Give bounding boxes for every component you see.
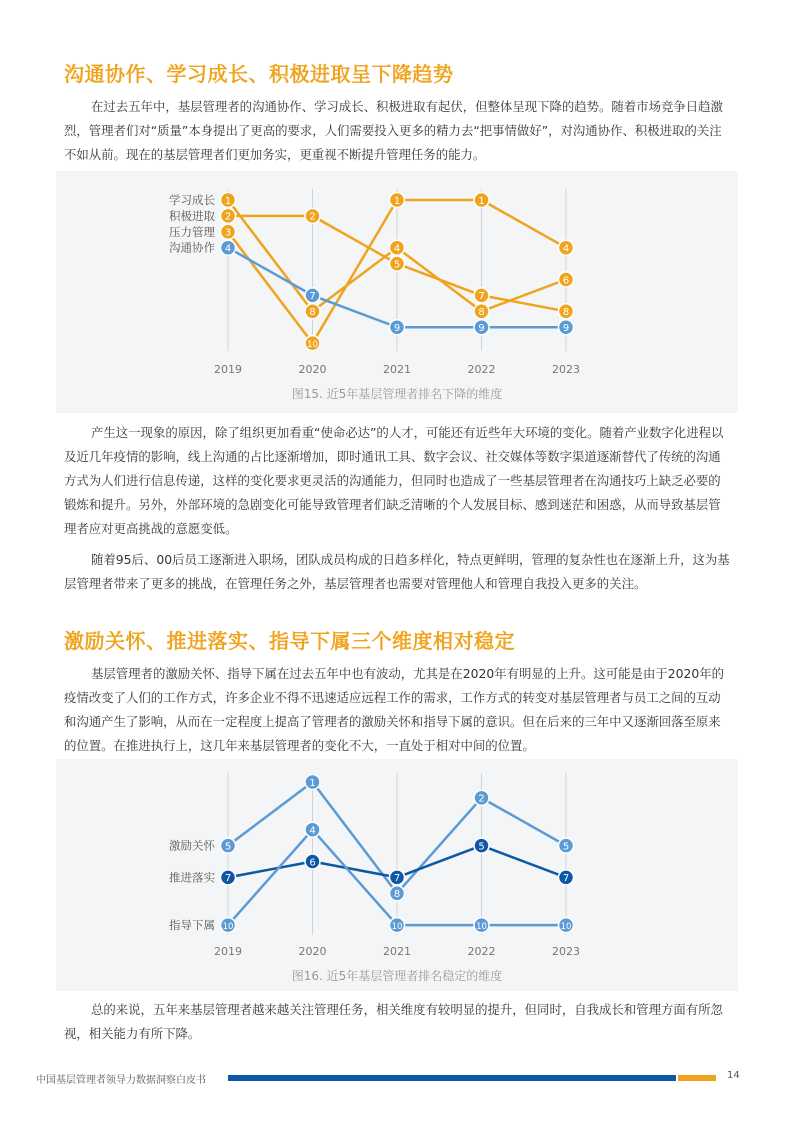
series-0-label-2019: 1: [224, 195, 232, 207]
footer-title: 中国基层管理者领导力数据洞察白皮书: [36, 1075, 206, 1086]
x-tick-2022: 2022: [467, 363, 496, 376]
series-3-label-2022: 9: [478, 323, 485, 334]
section1-paragraph-2: 产生这一现象的原因，除了组织更加看重“使命必达”的人才，可能还有近些年大环境的变化。随着产业数字化进程以及近几年疫情的影响，线上沟通的占比逐渐增加，即时通讯工具、数字会议、社交媒体等数字渠道逐渐替代了传统的沟通方式为人们进行信息传递，这样的变化要求更灵活的沟通能力，但同时也造成了一些基层管理者在沟通技巧上缺乏必要的锻炼和提升。另外，外部环境的急剧变化可能导致管理者们缺乏清晰的个人发展目标、感到迷茫和困惑，从而导致基层管理者应对更高挑战的意愿变低。: [64, 425, 724, 536]
series-name-1: 积极进取: [169, 208, 215, 223]
series-2-label-2022: 10: [476, 921, 487, 932]
series-3-label-2020: 7: [309, 291, 316, 303]
series-name-2: 压力管理: [169, 224, 215, 239]
series-2-label-2023: 4: [562, 243, 570, 255]
x-tick-2023: 2023: [552, 945, 580, 958]
series-2-label-2020: 4: [309, 825, 316, 837]
series-1-label-2020: 2: [309, 211, 316, 223]
series-1-label-2023: 8: [562, 307, 570, 319]
section1-heading: 沟通协作、学习成长、积极进取呈下降趋势: [64, 62, 454, 86]
x-tick-2020: 2020: [298, 363, 327, 376]
series-2-label-2019: 10: [222, 921, 234, 932]
figure-15-caption: 图15. 近5年基层管理者排名下降的维度: [291, 387, 503, 401]
x-tick-2019: 2019: [214, 363, 242, 376]
x-tick-2022: 2022: [467, 945, 496, 958]
x-tick-2021: 2021: [383, 945, 411, 958]
series-1-label-2019: 7: [224, 873, 232, 885]
series-0-label-2021: 8: [393, 889, 401, 901]
series-0-label-2023: 6: [562, 275, 570, 287]
series-0-label-2020: 8: [309, 307, 316, 319]
series-0-label-2019: 5: [224, 841, 232, 853]
figure-16: [56, 759, 738, 991]
series-1-label-2021: 7: [393, 873, 401, 885]
figure-16-chart: [56, 759, 738, 991]
series-3-label-2023: 9: [562, 323, 570, 334]
series-1-label-2022: 7: [478, 291, 485, 303]
series-3-label-2019: 4: [224, 243, 232, 255]
series-0-label-2023: 5: [562, 841, 570, 853]
x-tick-2020: 2020: [298, 945, 327, 958]
series-1-label-2023: 7: [562, 873, 570, 885]
series-1-label-2022: 5: [478, 841, 485, 853]
section2-paragraph-1: 基层管理者的激励关怀、指导下属在过去五年中也有波动，尤其是在2020年有明显的上升。这可能是由于2020年的疫情改变了人们的工作方式，许多企业不得不迅速适应远程工作的需求，工作方式的转变对基层管理者与员工之间的互动和沟通产生了影响，从而在一定程度上提高了管理者的激励关怀和指导下属的意识。但在后来的三年中又逐渐回落至原来的位置。在推进执行上，这几年来基层管理者的变化不大，一直处于相对中间的位置。: [64, 666, 725, 753]
series-0-label-2022: 2: [478, 793, 485, 805]
series-2-label-2021: 10: [391, 921, 403, 932]
series-name-3: 沟通协作: [169, 240, 215, 255]
series-name-0: 学习成长: [169, 193, 215, 207]
series-name-2: 指导下属: [169, 918, 215, 933]
series-name-1: 推进落实: [169, 870, 215, 885]
series-0-label-2020: 1: [309, 777, 316, 789]
page-number: 14: [727, 1070, 740, 1081]
figure-16-caption: 图16. 近5年基层管理者排名稳定的维度: [291, 969, 503, 983]
figure-15: [56, 171, 738, 413]
x-tick-2021: 2021: [383, 363, 411, 376]
section1-paragraph-1: 在过去五年中，基层管理者的沟通协作、学习成长、积极进取有起伏，但整体呈现下降的趋势。随着市场竞争日趋激烈，管理者们对“质量”本身提出了更高的要求，人们需要投入更多的精力去“把事情做好”，对沟通协作、积极进取的关注不如从前。现在的基层管理者们更加务实，更重视不断提升管理任务的能力。: [64, 99, 723, 162]
section1-paragraph-3: 随着95后、00后员工逐渐进入职场，团队成员构成的日趋多样化，特点更鲜明，管理的复杂性也在逐渐上升，这为基层管理者带来了更多的挑战，在管理任务之外，基层管理者也需要对管理他人和管理自我投入更多的关注。: [64, 552, 730, 591]
series-3-label-2021: 9: [393, 323, 401, 334]
series-1-label-2019: 2: [224, 211, 232, 223]
section2-heading: 激励关怀、推进落实、指导下属三个维度相对稳定: [64, 629, 515, 653]
figure-15-chart: [56, 171, 738, 413]
series-2-label-2022: 1: [478, 195, 485, 207]
series-0-label-2021: 4: [393, 243, 401, 255]
series-0-label-2022: 8: [478, 307, 485, 319]
footer-bar-orange: [678, 1075, 716, 1081]
x-tick-2023: 2023: [552, 363, 580, 376]
series-2-label-2021: 1: [393, 195, 401, 207]
series-2-label-2019: 3: [224, 227, 232, 239]
series-1-label-2021: 5: [393, 259, 401, 271]
series-name-0: 激励关怀: [169, 838, 215, 853]
section2-paragraph-2: 总的来说，五年来基层管理者越来越关注管理任务，相关维度有较明显的提升，但同时，自我成长和管理方面有所忽视，相关能力有所下降。: [64, 1002, 723, 1041]
footer-bar-blue: [228, 1075, 676, 1081]
series-2-label-2020: 10: [307, 339, 318, 350]
series-2-label-2023: 10: [560, 921, 572, 932]
x-tick-2019: 2019: [214, 945, 242, 958]
series-1-label-2020: 6: [309, 857, 316, 869]
